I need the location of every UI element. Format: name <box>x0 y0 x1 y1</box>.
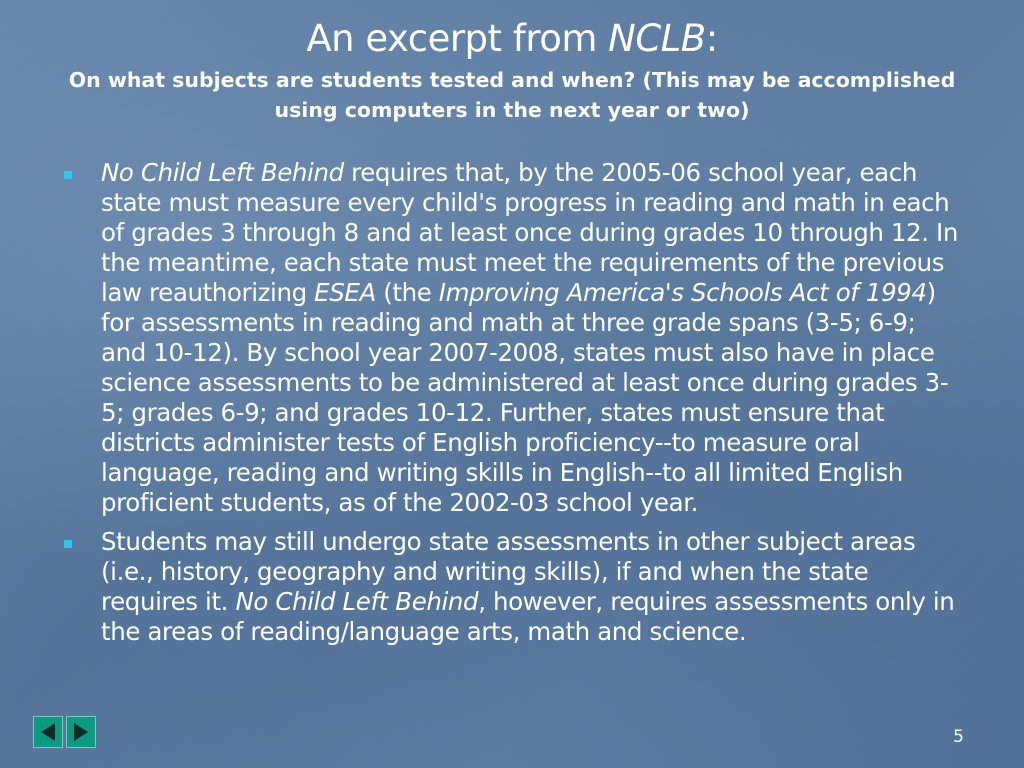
title-block <box>40 14 984 125</box>
next-slide-button[interactable] <box>66 716 96 748</box>
title-emphasis: NCLB <box>608 17 706 60</box>
bullet-text-italic: Improving America's Schools Act of 1994 <box>438 278 927 307</box>
bullet-text-segment: Students may still undergo state assessments in other subject areas (i.e., history, geography and writing skills), if and when the state requires it. <box>101 527 916 616</box>
title-suffix: : <box>705 17 718 60</box>
bullet-list <box>60 158 965 656</box>
bullet-text-italic: ESEA <box>314 278 376 307</box>
bullet-text <box>101 527 954 646</box>
title-prefix: An excerpt from <box>306 17 609 60</box>
bullet-text-segment: ) for assessments in reading and math at three grade spans (3-5; 6-9; and 10-12). By school year 2007-2008, states must also have in place science assessments to be administered at least once during grades 3-5; grades 6-9; and grades 10-12. Further, states must ensure that districts administer tests of English proficiency--to measure oral language, reading and writing skills in English--to all limited English proficient students, as of the 2002-03 school year. <box>101 278 949 517</box>
previous-slide-button[interactable] <box>33 716 63 748</box>
bullet-item <box>60 527 965 647</box>
square-bullet-icon <box>64 540 72 548</box>
square-bullet-icon <box>64 171 72 179</box>
slide-subtitle: On what subjects are students tested and when? (This may be accomplished using computers in the next year or two) <box>68 68 956 122</box>
bullet-text-segment: , however, requires assessments only in the areas of reading/language arts, math and science. <box>101 587 955 646</box>
slide-navigation <box>33 716 96 748</box>
triangle-right-icon <box>72 722 90 742</box>
triangle-left-icon <box>39 722 57 742</box>
bullet-text-italic: No Child Left Behind <box>235 587 479 616</box>
page-number: 5 <box>953 727 964 747</box>
bullet-text <box>101 158 958 517</box>
bullet-text-italic: No Child Left Behind <box>101 158 344 187</box>
bullet-item <box>60 158 965 518</box>
slide-title <box>40 14 984 64</box>
bullet-text-segment: requires that, by the 2005-06 school year, each state must measure every child's progress in reading and math in each of grades 3 through 8 and at least once during grades 10 through 12. In the meantime, each state must meet the requirements of the previous law reauthorizing <box>101 158 958 307</box>
bullet-text-segment: (the <box>375 278 439 307</box>
